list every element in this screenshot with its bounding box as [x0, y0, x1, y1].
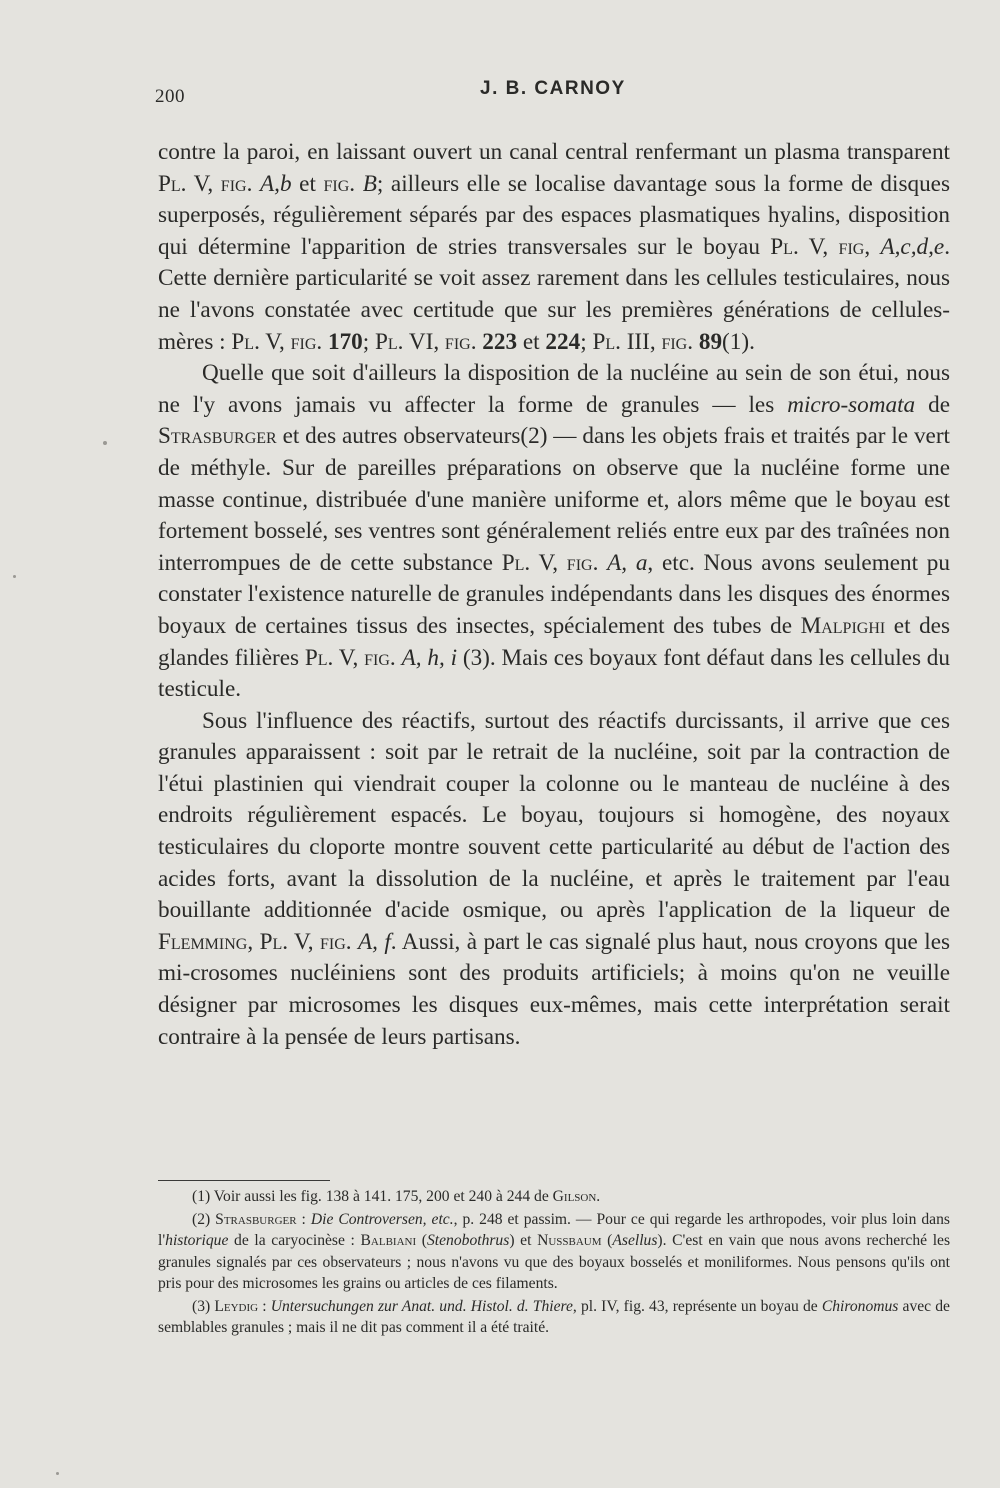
paper-speck	[103, 441, 107, 445]
paper-speck	[13, 575, 16, 578]
text-run: ). C'est en vain que nous avons recherché les granules signalés par ces observateurs ; nous n'avons vu que des boyaux bosselés et moniliformes. Nous pensons qu'ils ont pris pour des microsomes les grains ou articles de ces filaments.	[158, 1232, 951, 1292]
footnote-rule	[158, 1180, 330, 1181]
paragraph	[158, 137, 950, 358]
text-run: (1) Voir aussi les fig. 138 à 141. 175, 200 et 240 à 244 de	[192, 1188, 553, 1205]
text-run: et	[517, 328, 546, 355]
footnote	[158, 1209, 950, 1294]
page-header	[155, 78, 950, 108]
small-caps-text: Gilson	[552, 1188, 597, 1205]
text-run: avec de semblables granules ; mais il ne dit pas comment il a été traité.	[158, 1298, 950, 1337]
paragraph	[158, 706, 950, 1054]
text-run: :	[258, 1298, 271, 1316]
text-run: et	[291, 170, 324, 197]
text-run: contre la paroi, en laissant ouvert un canal central renfermant un plasma transparent	[158, 139, 950, 165]
paper-speck	[56, 1472, 59, 1475]
text-run: , pl. IV, fig. 43, représente un boyau de	[572, 1298, 822, 1316]
italic-text: Asellus	[612, 1232, 658, 1250]
small-caps-text: fig.	[323, 170, 356, 197]
paragraph	[158, 358, 950, 706]
bold-text: 223	[482, 328, 518, 355]
small-caps-text: Strasburger	[158, 423, 277, 450]
text-run: ;	[580, 328, 593, 355]
running-head: J. B. CARNOY	[480, 78, 626, 99]
small-caps-text: Malpighi	[800, 612, 886, 639]
italic-text: B	[362, 170, 377, 197]
bold-text: 89	[698, 328, 723, 355]
italic-text: historique	[165, 1232, 229, 1250]
small-caps-text: Pl. V, fig,	[770, 233, 871, 260]
text-run: (	[416, 1232, 427, 1250]
text-run: (2)	[192, 1211, 216, 1229]
small-caps-text: Pl. V, fig.	[304, 644, 396, 671]
text-run: (3)	[192, 1298, 215, 1316]
text-run: ,	[247, 928, 260, 955]
italic-text: Untersuchungen zur Anat. und. Histol. d. Thiere	[270, 1298, 573, 1316]
text-run: (1).	[722, 328, 755, 355]
text-run: (3). Mais ces boyaux font défaut dans les cellules du testicule.	[158, 644, 950, 703]
text-run: .	[596, 1188, 601, 1205]
text-run: :	[296, 1211, 311, 1229]
text-run: . Aussi, à part le cas signalé plus haut, nous croyons que les mi-crosomes nucléiniens sont des produits artificiels; à moins qu'on ne veuille désigner par microsomes les disques eux-mêmes, mais cette interprétation serait contraire à la pensée de leurs partisans.	[158, 928, 951, 1050]
text-run	[870, 234, 880, 260]
italic-text: Chironomus	[821, 1298, 899, 1316]
italic-text: A, h, i	[401, 644, 458, 671]
body-text	[158, 137, 950, 1053]
small-caps-text: Leydig	[214, 1298, 259, 1316]
small-caps-text: Pl. VI, fig.	[375, 328, 477, 355]
italic-text: A, f	[357, 928, 391, 955]
small-caps-text: Nussbaum	[537, 1232, 602, 1250]
bold-text: 170	[327, 328, 363, 355]
small-caps-text: Balbiani	[360, 1232, 417, 1250]
text-run: et des autres observateurs(2) — dans les objets frais et traités par le vert de méthyle. Sur de pareilles préparations on observe que la nucléine forme une masse continue, distribuée d'une manière uniforme et, alors même que le boyau est fortement bosselé, ses ventres sont généralement reliés entre eux par des traînées non interrompues de de cette substance	[158, 423, 950, 576]
text-run: . Cette dernière particularité se voit assez rarement dans les cellules testiculaires, nous ne l'avons constatée avec certitude que sur les premières générations de cellules-mères :	[158, 233, 950, 355]
text-run	[252, 171, 260, 197]
small-caps-text: Pl. V, fig.	[231, 328, 323, 355]
footnote	[158, 1296, 950, 1338]
text-run: , p. 248 et passim. — Pour ce qui regarde les arthropodes, voir plus loin dans l'	[158, 1211, 950, 1250]
italic-text: Stenobothrus	[427, 1232, 510, 1250]
small-caps-text: Pl. V, fig.	[501, 549, 599, 576]
text-run: ;	[362, 328, 376, 355]
small-caps-text: Pl. III, fig.	[592, 328, 694, 355]
italic-text: micro-somata	[787, 391, 916, 418]
italic-text: A,b	[260, 170, 292, 197]
footnote	[158, 1186, 950, 1207]
text-run: ) et	[509, 1232, 538, 1250]
text-run: et des glandes filières	[158, 612, 950, 671]
text-run: ; ailleurs elle se localise davantage sous la forme de disques superposés, régulièrement séparés par des espaces plasmatiques hyalins, disposition qui détermine l'apparition de stries transversales sur le boyau	[158, 170, 950, 260]
small-caps-text: Flemming	[158, 928, 248, 955]
italic-text: A,c,d,e	[880, 233, 945, 260]
footnotes	[158, 1186, 950, 1340]
text-run: (	[601, 1232, 613, 1250]
small-caps-text: Strasburger	[215, 1211, 297, 1229]
bold-text: 224	[545, 328, 581, 355]
page-number: 200	[155, 86, 185, 107]
text-run: Quelle que soit d'ailleurs la disposition de la nucléine au sein de son étui, nous ne l'y avons jamais vu affecter la forme de granules — les	[158, 360, 950, 418]
text-run: , etc. Nous avons seulement pu constater l'existence naturelle de granules indépendants dans les disques des énormes boyaux de certaines tissus des insectes, spécialement des tubes de	[158, 549, 950, 639]
text-run	[598, 550, 607, 576]
text-run: Sous l'influence des réactifs, surtout des réactifs durcissants, il arrive que ces granules apparaissent : soit par le retrait de la nucléine, soit par la contraction de l'étui plastinien qui viendrait couper la colonne ou le manteau de nucléine à des endroits régulièrement espacés. Le boyau, toujours si homogène, des noyaux testiculaires du cloporte montre souvent cette particularité au début de l'action des acides forts, avant la dissolution de la nucléine, et après le traitement par l'eau bouillante additionnée d'acide osmique, ou après l'application de la liqueur de	[158, 707, 950, 924]
italic-text: Die Controversen, etc.	[310, 1211, 454, 1229]
small-caps-text: Pl. V, fig.	[259, 928, 352, 955]
small-caps-text: Pl. V, fig.	[158, 170, 253, 197]
text-run	[355, 171, 363, 197]
text-run: de	[915, 391, 950, 418]
text-run: de la caryocinèse :	[228, 1232, 361, 1250]
italic-text: A, a	[607, 549, 648, 576]
